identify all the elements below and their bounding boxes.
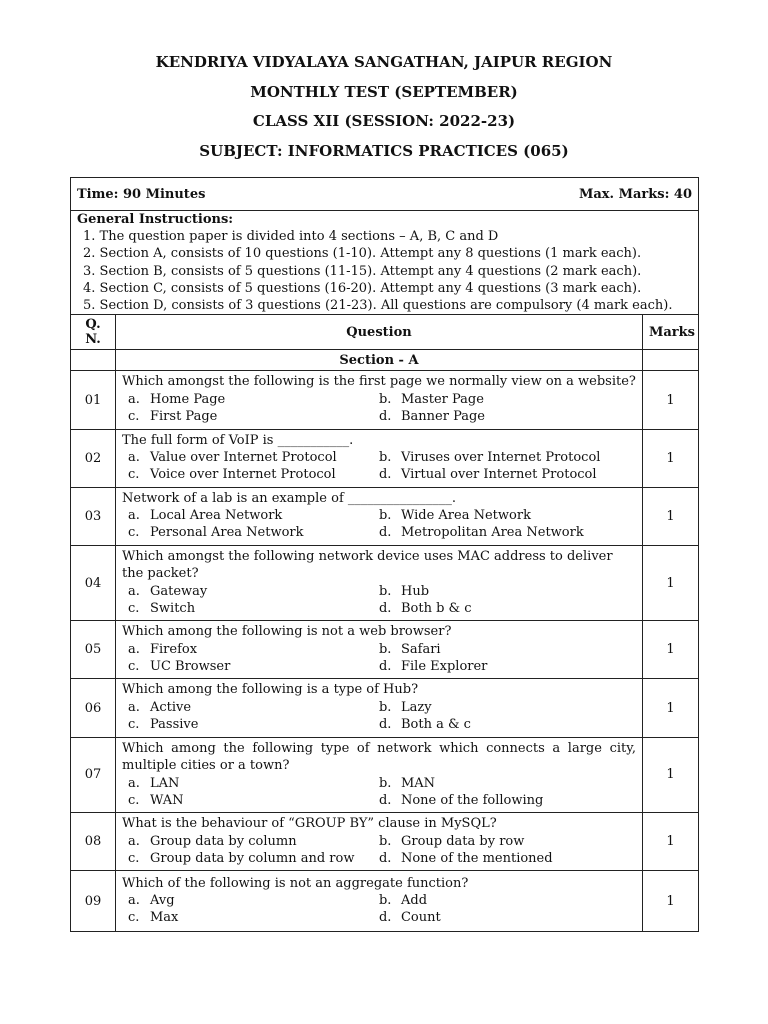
option-item	[379, 699, 636, 716]
option-text: Master Page	[400, 391, 484, 407]
options-grid	[122, 833, 636, 868]
time-marks-row	[71, 178, 699, 211]
option-letter: d.	[378, 467, 392, 483]
option-letter: c.	[128, 409, 140, 425]
option-item	[122, 600, 379, 617]
option-text: Passive	[150, 717, 199, 733]
option-letter: c.	[128, 850, 140, 866]
question-marks: 1	[642, 621, 698, 679]
option-item	[122, 909, 379, 926]
question-text: Which of the following is not an aggregate function?	[122, 875, 469, 891]
option-text: Voice over Internet Protocol	[150, 467, 336, 483]
option-item	[379, 658, 636, 675]
option-text: Local Area Network	[150, 508, 283, 524]
option-text: Active	[150, 699, 192, 715]
option-text: Virtual over Internet Protocol	[400, 467, 597, 483]
option-item	[122, 391, 379, 408]
option-item	[122, 408, 379, 425]
option-item	[122, 792, 379, 809]
question-text: Which among the following is not a web browser?	[122, 624, 452, 640]
option-item	[379, 892, 636, 909]
option-letter: a.	[128, 699, 140, 715]
options-grid	[122, 892, 636, 927]
option-letter: a.	[128, 508, 140, 524]
options-grid	[122, 391, 636, 426]
option-item	[122, 641, 379, 658]
option-text: Gateway	[150, 583, 208, 599]
question-marks: 1	[642, 871, 698, 932]
question-row	[71, 545, 699, 621]
option-letter: d.	[378, 910, 392, 926]
option-text: Max	[150, 910, 179, 926]
question-number: 05	[71, 621, 116, 679]
option-item	[122, 775, 379, 792]
option-text: Metropolitan Area Network	[400, 525, 584, 541]
option-letter: d.	[378, 792, 392, 808]
option-text: Group data by column	[150, 833, 297, 849]
option-letter: b.	[378, 833, 392, 849]
time-allowed: Time: 90 Minutes	[77, 186, 206, 202]
option-letter: a.	[128, 641, 140, 657]
question-number: 02	[71, 429, 116, 487]
question-text: Which among the following is a type of Hub?	[122, 682, 419, 698]
option-item	[122, 833, 379, 850]
header-subject: SUBJECT: INFORMATICS PRACTICES (065)	[199, 141, 569, 160]
question-number: 04	[71, 545, 116, 621]
instruction-item: 4. Section C, consists of 5 questions (16-20). Attempt any 4 questions (3 mark each).	[83, 280, 642, 296]
question-row	[71, 679, 699, 737]
question-cell	[116, 545, 643, 621]
question-text: The full form of VoIP is ___________.	[122, 432, 354, 448]
question-table	[70, 177, 699, 932]
option-letter: c.	[128, 467, 140, 483]
question-number: 07	[71, 737, 116, 813]
option-text: Lazy	[400, 699, 432, 715]
instructions-title: General Instructions:	[77, 212, 234, 227]
option-letter: a.	[128, 450, 140, 466]
option-letter: a.	[128, 583, 140, 599]
option-text: None of the following	[400, 792, 544, 808]
option-letter: b.	[378, 583, 392, 599]
option-text: LAN	[150, 775, 180, 791]
question-text: What is the behaviour of “GROUP BY” clause in MySQL?	[122, 816, 497, 832]
option-text: Banner Page	[400, 409, 486, 425]
option-item	[379, 408, 636, 425]
header-test-name: MONTHLY TEST (SEPTEMBER)	[250, 82, 518, 101]
option-letter: c.	[128, 601, 140, 617]
option-letter: b.	[378, 641, 392, 657]
instructions-row	[71, 211, 699, 315]
option-letter: a.	[128, 893, 140, 909]
option-letter: d.	[378, 601, 392, 617]
option-letter: c.	[128, 792, 140, 808]
option-text: Group data by row	[400, 833, 525, 849]
option-text: None of the mentioned	[400, 850, 553, 866]
question-number: 01	[71, 371, 116, 429]
option-item	[379, 909, 636, 926]
option-text: Safari	[400, 641, 441, 657]
option-letter: d.	[378, 525, 392, 541]
option-letter: d.	[378, 717, 392, 733]
option-text: UC Browser	[150, 659, 231, 675]
option-item	[122, 658, 379, 675]
question-row	[71, 621, 699, 679]
option-text: WAN	[150, 792, 184, 808]
option-item	[122, 716, 379, 733]
question-cell	[116, 429, 643, 487]
option-letter: b.	[378, 775, 392, 791]
option-item	[379, 524, 636, 541]
option-letter: b.	[378, 391, 392, 407]
question-cell	[116, 679, 643, 737]
option-text: File Explorer	[400, 659, 488, 675]
option-item	[122, 583, 379, 600]
question-marks: 1	[642, 737, 698, 813]
option-item	[122, 524, 379, 541]
option-item	[379, 507, 636, 524]
option-letter: a.	[128, 833, 140, 849]
option-letter: a.	[128, 391, 140, 407]
option-letter: b.	[378, 508, 392, 524]
option-text: Wide Area Network	[400, 508, 531, 524]
question-marks: 1	[642, 813, 698, 871]
question-row	[71, 813, 699, 871]
option-item	[122, 699, 379, 716]
option-text: Avg	[150, 893, 175, 909]
option-text: Home Page	[150, 391, 226, 407]
question-row	[71, 737, 699, 813]
option-item	[122, 850, 379, 867]
option-text: Personal Area Network	[150, 525, 304, 541]
options-grid	[122, 775, 636, 810]
section-title: Section - A	[116, 350, 643, 371]
question-cell	[116, 737, 643, 813]
option-item	[379, 792, 636, 809]
question-cell	[116, 813, 643, 871]
question-cell	[116, 621, 643, 679]
question-marks: 1	[642, 545, 698, 621]
option-item	[379, 466, 636, 483]
option-item	[122, 466, 379, 483]
question-row	[71, 871, 699, 932]
option-text: Both a & c	[400, 717, 471, 733]
question-text: Which amongst the following network device uses MAC address to deliver the packet?	[122, 548, 613, 582]
section-row	[71, 350, 699, 371]
option-item	[379, 583, 636, 600]
option-text: Group data by column and row	[150, 850, 355, 866]
option-letter: a.	[128, 775, 140, 791]
options-grid	[122, 507, 636, 542]
option-item	[379, 716, 636, 733]
instruction-item: 3. Section B, consists of 5 questions (11-15). Attempt any 4 questions (2 mark each).	[83, 263, 642, 279]
question-row	[71, 429, 699, 487]
question-cell	[116, 371, 643, 429]
option-text: Value over Internet Protocol	[150, 450, 337, 466]
option-item	[122, 449, 379, 466]
question-row	[71, 371, 699, 429]
question-cell	[116, 487, 643, 545]
option-text: MAN	[400, 775, 436, 791]
option-item	[379, 850, 636, 867]
max-marks: Max. Marks: 40	[578, 186, 692, 202]
question-text: Which among the following type of network which connects a large city, multiple cities or a town?	[122, 740, 636, 774]
option-text: Count	[400, 910, 441, 926]
question-marks: 1	[642, 487, 698, 545]
option-letter: c.	[128, 659, 140, 675]
table-header-row	[71, 315, 699, 350]
option-text: Switch	[150, 601, 196, 617]
option-letter: d.	[378, 850, 392, 866]
option-text: Firefox	[150, 641, 198, 657]
option-item	[379, 833, 636, 850]
option-item	[379, 641, 636, 658]
instruction-item: 1. The question paper is divided into 4 sections – A, B, C and D	[83, 229, 499, 244]
question-cell	[116, 871, 643, 932]
option-item	[379, 775, 636, 792]
options-grid	[122, 449, 636, 484]
option-item	[379, 600, 636, 617]
question-number: 08	[71, 813, 116, 871]
option-letter: b.	[378, 893, 392, 909]
option-item	[122, 892, 379, 909]
option-letter: d.	[378, 409, 392, 425]
options-grid	[122, 641, 636, 676]
question-marks: 1	[642, 371, 698, 429]
question-marks: 1	[642, 679, 698, 737]
option-text: First Page	[150, 409, 218, 425]
option-letter: d.	[378, 659, 392, 675]
options-grid	[122, 583, 636, 618]
question-header: Question	[116, 315, 643, 350]
question-number: 09	[71, 871, 116, 932]
question-text: Network of a lab is an example of ________________.	[122, 490, 457, 506]
option-item	[122, 507, 379, 524]
question-text: Which amongst the following is the first page we normally view on a website?	[122, 374, 636, 390]
option-text: Both b & c	[400, 601, 472, 617]
option-letter: c.	[128, 717, 140, 733]
question-marks: 1	[642, 429, 698, 487]
instruction-item: 5. Section D, consists of 3 questions (21-23). All questions are compulsory (4 mark each).	[83, 298, 673, 314]
question-number: 03	[71, 487, 116, 545]
option-text: Hub	[400, 583, 430, 599]
option-text: Viruses over Internet Protocol	[400, 450, 601, 466]
paper-header	[0, 48, 768, 166]
question-row	[71, 487, 699, 545]
option-letter: c.	[128, 525, 140, 541]
qn-header: Q. N.	[71, 315, 116, 350]
option-item	[379, 391, 636, 408]
header-organisation: KENDRIYA VIDYALAYA SANGATHAN, JAIPUR REGION	[155, 53, 613, 71]
marks-header: Marks	[642, 315, 698, 350]
options-grid	[122, 699, 636, 734]
instruction-item: 2. Section A, consists of 10 questions (1-10). Attempt any 8 questions (1 mark each).	[83, 246, 642, 262]
option-text: Add	[400, 893, 428, 909]
question-number: 06	[71, 679, 116, 737]
option-letter: b.	[378, 699, 392, 715]
option-item	[379, 449, 636, 466]
option-letter: c.	[128, 910, 140, 926]
option-letter: b.	[378, 450, 392, 466]
header-class: CLASS XII (SESSION: 2022-23)	[252, 112, 516, 130]
